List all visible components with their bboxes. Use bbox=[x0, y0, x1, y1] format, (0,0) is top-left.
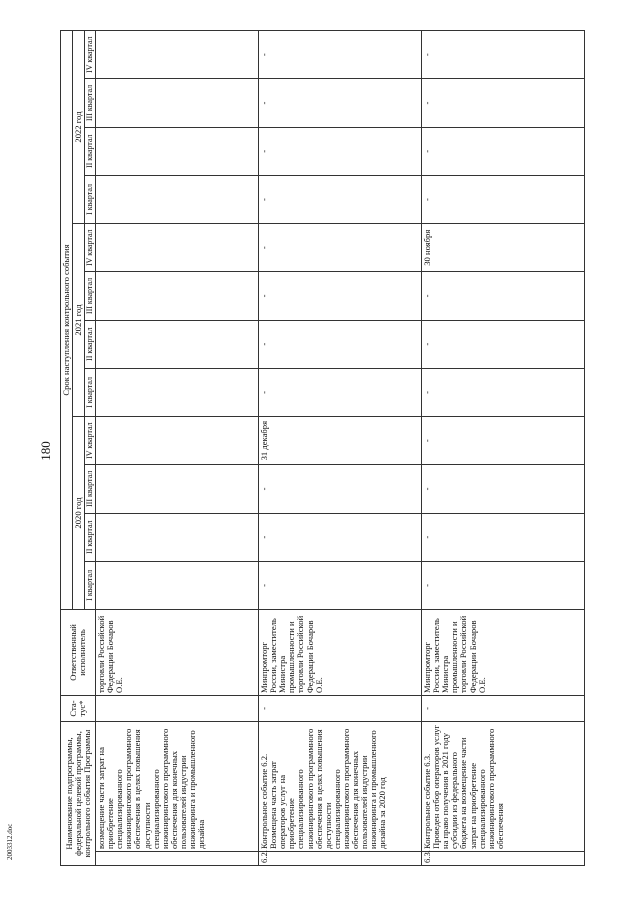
row-number: 6.3. bbox=[422, 852, 585, 866]
quarter-cell: - bbox=[259, 320, 422, 368]
header-name: Наименование подпрограммы, федеральной целевой программы, контрольного события Программы bbox=[61, 721, 96, 865]
quarter-cell: - bbox=[422, 561, 585, 609]
header-quarter: IV квартал bbox=[85, 224, 96, 272]
header-year-2021: 2021 год bbox=[73, 224, 85, 417]
header-quarter: I квартал bbox=[85, 561, 96, 609]
control-events-table bbox=[60, 30, 585, 866]
table-row bbox=[259, 31, 422, 866]
header-year-2020: 2020 год bbox=[73, 417, 85, 610]
row-responsible: торговли Российской Федерации Бочаров О.Е. bbox=[96, 609, 259, 695]
quarter-cell bbox=[96, 31, 259, 79]
row-name: Контрольное событие 6.2. Возмещена часть затрат операторов услуг на приобретение специализированного инжинирингового программного обеспечения в целях повышения доступности специализированного инжинирингового программного обеспечения для конечных пользователей индустрии инжиниринга и промышленного дизайна за 2020 год bbox=[259, 721, 422, 851]
quarter-cell: - bbox=[422, 127, 585, 175]
quarter-cell: - bbox=[422, 513, 585, 561]
quarter-cell bbox=[96, 368, 259, 416]
header-quarter: I квартал bbox=[85, 368, 96, 416]
header-quarter: II квартал bbox=[85, 513, 96, 561]
quarter-cell bbox=[96, 175, 259, 223]
quarter-cell: - bbox=[259, 79, 422, 127]
quarter-cell bbox=[96, 417, 259, 465]
table-row bbox=[422, 31, 585, 866]
header-quarter: IV квартал bbox=[85, 417, 96, 465]
quarter-cell: 31 декабря bbox=[259, 417, 422, 465]
row-name: Контрольное событие 6.3. Проведен отбор операторов услуг на право получения в 2021 году субсидии из федерального бюджета на возмещение части затрат на приобретение специализированного инжинирингового программного обеспечения bbox=[422, 721, 585, 851]
quarter-cell bbox=[96, 561, 259, 609]
quarter-cell: 30 ноября bbox=[422, 224, 585, 272]
quarter-cell: - bbox=[259, 127, 422, 175]
quarter-cell bbox=[96, 513, 259, 561]
quarter-cell: - bbox=[259, 465, 422, 513]
header-responsible: Ответственный исполнитель bbox=[61, 609, 96, 695]
quarter-cell: - bbox=[422, 465, 585, 513]
quarter-cell: - bbox=[422, 175, 585, 223]
quarter-cell bbox=[96, 127, 259, 175]
header-quarter: II квартал bbox=[85, 320, 96, 368]
quarter-cell: - bbox=[259, 513, 422, 561]
quarter-cell: - bbox=[259, 561, 422, 609]
quarter-cell: - bbox=[422, 320, 585, 368]
quarter-cell: - bbox=[422, 31, 585, 79]
quarter-cell: - bbox=[422, 417, 585, 465]
quarter-cell: - bbox=[422, 272, 585, 320]
header-quarter: IV квартал bbox=[85, 31, 96, 79]
quarter-cell: - bbox=[422, 79, 585, 127]
header-quarter: III квартал bbox=[85, 272, 96, 320]
document-filename: 2003312.doc bbox=[6, 823, 14, 860]
quarter-cell: - bbox=[259, 31, 422, 79]
rotated-table-container bbox=[60, 30, 630, 866]
quarter-cell: - bbox=[259, 368, 422, 416]
row-responsible: Минпромторг России, заместитель Министра промышленности и торговли Российской Федерации Бочаров О.Е. bbox=[422, 609, 585, 695]
header-quarter: III квартал bbox=[85, 465, 96, 513]
row-number: 6.2. bbox=[259, 852, 422, 866]
row-name: возмещение части затрат на приобретение специализированного инжинирингового программного обеспечения в целях повышения доступности специализированного инжинирингового программного обеспечения для конечных пользователей индустрии инжиниринга и промышленного дизайна bbox=[96, 721, 259, 851]
row-status: - bbox=[422, 695, 585, 721]
row-status bbox=[96, 695, 259, 721]
header-quarter: II квартал bbox=[85, 127, 96, 175]
quarter-cell bbox=[96, 224, 259, 272]
header-status: Ста- тус* bbox=[61, 695, 96, 721]
row-number bbox=[96, 852, 259, 866]
header-year-2022: 2022 год bbox=[73, 31, 85, 224]
quarter-cell: - bbox=[259, 224, 422, 272]
header-quarter: III квартал bbox=[85, 79, 96, 127]
quarter-cell: - bbox=[422, 368, 585, 416]
quarter-cell: - bbox=[259, 272, 422, 320]
quarter-cell bbox=[96, 79, 259, 127]
quarter-cell bbox=[96, 465, 259, 513]
row-responsible: Минпромторг России, заместитель Министра промышленности и торговли Российской Федерации Бочаров О.Е. bbox=[259, 609, 422, 695]
page-number: 180 bbox=[37, 441, 53, 461]
row-status: - bbox=[259, 695, 422, 721]
table-row bbox=[96, 31, 259, 866]
header-quarter: I квартал bbox=[85, 175, 96, 223]
quarter-cell bbox=[96, 272, 259, 320]
header-term: Срок наступления контрольного события bbox=[61, 31, 73, 610]
quarter-cell: - bbox=[259, 175, 422, 223]
quarter-cell bbox=[96, 320, 259, 368]
